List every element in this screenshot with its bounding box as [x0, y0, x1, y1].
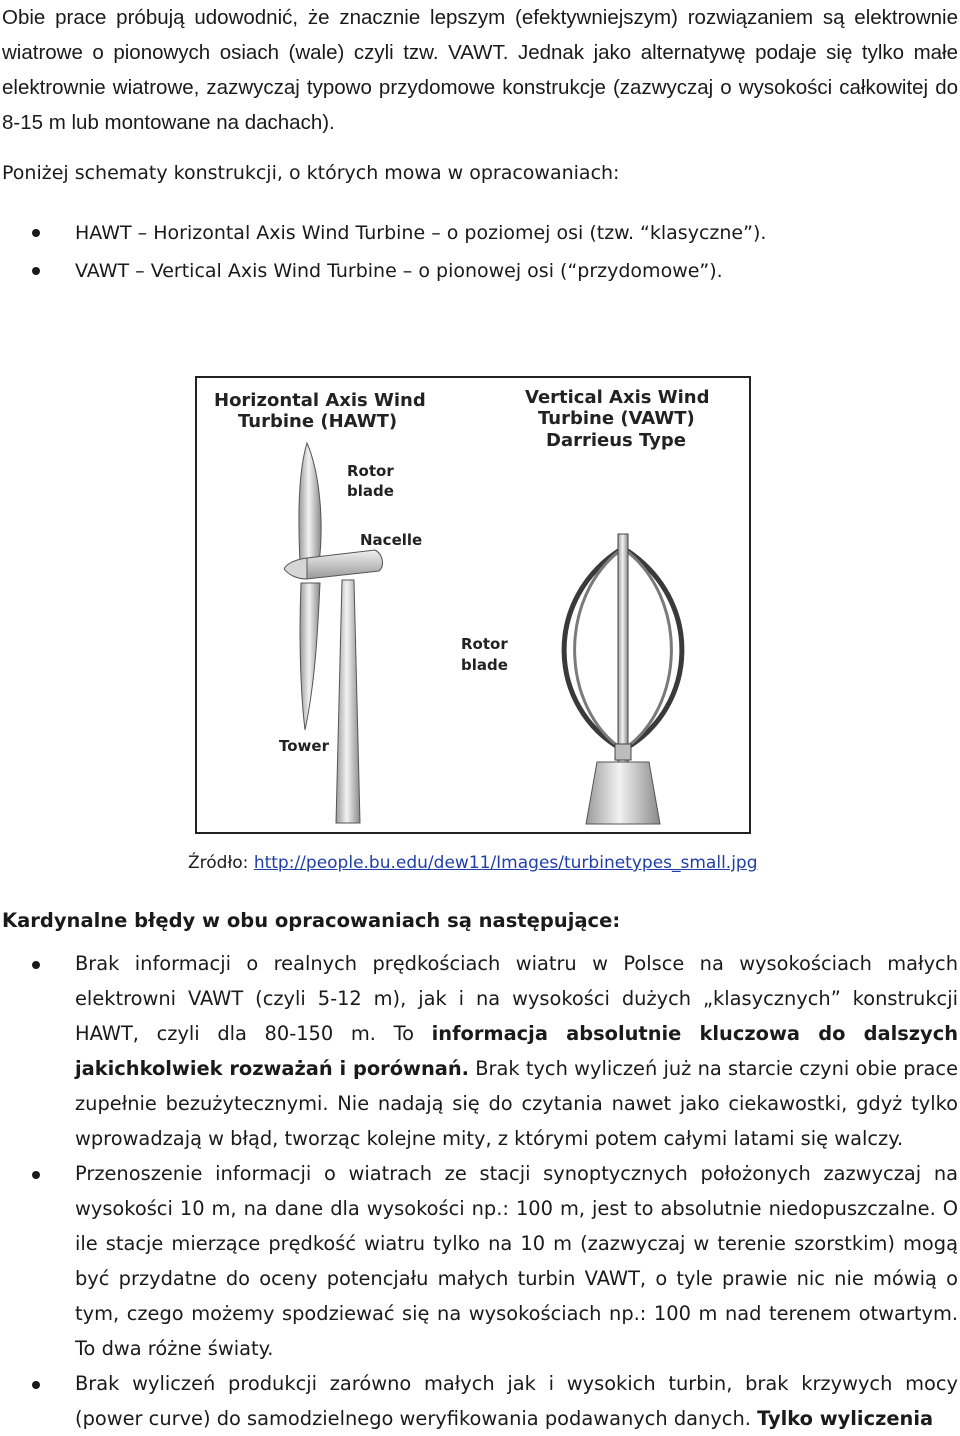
intro-paragraph: Obie prace próbują udowodnić, że znacznie lepszym (efektywniejszym) rozwiązaniem są elektrownie wiatrowe o pionowych osiach (wale) czyli tzw. VAWT. Jednak jako alternatywę podaje się tylko małe elektrownie wiatrowe, zazwyczaj typowo przydomowe konstrukcje (zazwyczaj o wysokości całkowitej do 8-15 m lub montowane na dachach). [2, 6, 958, 134]
figure-caption: Źródło: http://people.bu.edu/dew11/Images/turbinetypes_small.jpg [188, 853, 758, 873]
rotor-blade-label-1: Rotor [347, 462, 394, 480]
nacelle-label: Nacelle [360, 531, 423, 549]
turbine-diagram [195, 376, 751, 834]
errors-list [0, 946, 958, 1436]
bullet-icon [32, 961, 40, 969]
turbine-diagram-svg [197, 378, 749, 832]
vawt-base [586, 762, 660, 824]
rotor-blade-label-1b: blade [347, 482, 394, 500]
hawt-title-1: Horizontal Axis Wind [214, 390, 426, 411]
tower-label: Tower [279, 737, 329, 755]
vawt-title-3: Darrieus Type [546, 430, 686, 451]
hawt-tower [336, 580, 360, 823]
list-item: Brak informacji o realnych prędkościach wiatru w Polsce na wysokościach małych elektrowni VAWT (czyli 5-12 m), jak i na wysokości dużych „klasycznych” konstrukcji HAWT, czyli dla 80-150 m. To informacja absolutnie kluczowa do dalszych jakichkolwiek rozważań i porównań. Brak tych wyliczeń już na starcie czyni obie prace zupełnie bezużytecznymi. Nie nadają się do czytania nawet jako ciekawostki, gdyż tylko wprowadzają w błąd, tworząc kolejne mity, z którymi potem całymi latami się walczy. [0, 946, 958, 1156]
rotor-blade-label-2: Rotor [461, 635, 508, 653]
source-link[interactable]: http://people.bu.edu/dew11/Images/turbinetypes_small.jpg [253, 853, 758, 873]
bullet-icon [32, 229, 40, 237]
list-item: Przenoszenie informacji o wiatrach ze stacji synoptycznych położonych zazwyczaj na wysokości 10 m, na dane dla wysokości np.: 100 m, jest to absolutnie niedopuszczalne. O ile stacje mierzące prędkość wiatru tylko na 10 m (zazwyczaj w terenie szorstkim) mogą być przydatne do oceny potencjału małych turbin VAWT, o tyle prawie nic nie mówią o tym, czego możemy spodziewać się na wysokościach np.: 100 m nad terenem otwartym. To dwa różne światy. [0, 1156, 958, 1366]
vawt-bearing [615, 744, 631, 760]
bullet-icon [32, 1381, 40, 1389]
bullet-icon [32, 267, 40, 275]
hawt-upper-blade [299, 443, 321, 563]
hawt-title-2: Turbine (HAWT) [238, 411, 398, 432]
hawt-lower-blade [300, 583, 320, 730]
vawt-shaft [618, 534, 628, 762]
list-item: Brak wyliczeń produkcji zarówno małych jak i wysokich turbin, brak krzywych mocy (power curve) do samodzielnego weryfikowania podawanych danych. Tylko wyliczenia [0, 1366, 958, 1436]
list-item: VAWT – Vertical Axis Wind Turbine – o pionowej osi (“przydomowe”). [0, 252, 958, 290]
schemes-intro: Poniżej schematy konstrukcji, o których mowa w opracowaniach: [2, 162, 620, 184]
hawt-hub [284, 558, 307, 579]
bullet-icon [32, 1171, 40, 1179]
rotor-blade-label-2b: blade [461, 656, 508, 674]
errors-heading: Kardynalne błędy w obu opracowaniach są następujące: [2, 909, 621, 932]
vawt-title-2: Turbine (VAWT) [538, 408, 695, 429]
list-item: HAWT – Horizontal Axis Wind Turbine – o poziomej osi (tzw. “klasyczne”). [0, 214, 958, 252]
turbine-types-list [0, 214, 958, 290]
vawt-title-1: Vertical Axis Wind [525, 387, 710, 408]
